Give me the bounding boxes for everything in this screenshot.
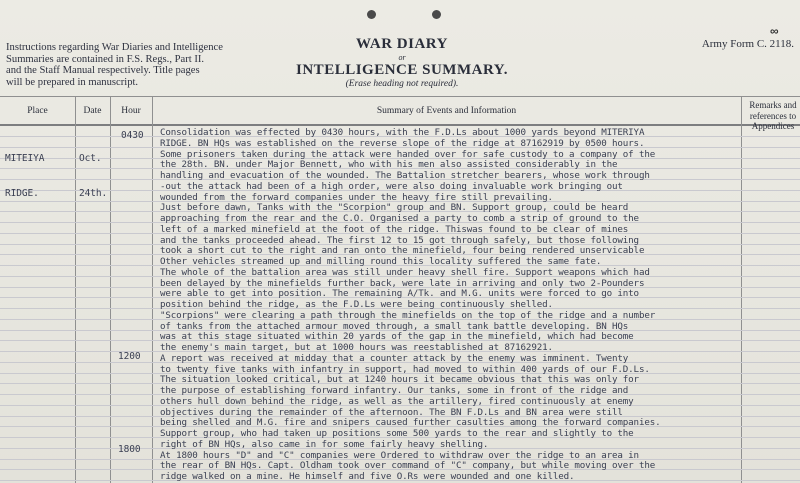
column-divider xyxy=(75,96,76,483)
summary-line: RIDGE. BN HQs was established on the reverse slope of the ridge at 87162919 by 0500 hours. xyxy=(160,137,645,149)
summary-line: of tanks from the attached armour moved through, a small tank battle developing. BN HQs xyxy=(160,320,629,332)
instructions-line: Instructions regarding War Diaries and Intelligence xyxy=(6,42,223,53)
summary-line: Support group, who had taken up positions some 500 yards to the rear and slightly to the xyxy=(160,428,634,439)
instructions-line: and the Staff Manual respectively. Title pages xyxy=(6,65,200,77)
remarks-line: Appendices xyxy=(751,121,795,132)
instructions-line: Summaries are contained in F.S. Regs., Part II. xyxy=(6,53,205,65)
summary-line: The situation looked critical, but at 1240 hours it became obvious that this was only for xyxy=(160,374,639,386)
summary-line: Just before dawn, Tanks with the "Scorpion" group and BN. Support group, could be heard xyxy=(160,202,629,214)
title-war-diary: WAR DIARY xyxy=(356,36,448,52)
instructions-line: will be prepared in manuscript. xyxy=(6,76,139,88)
column-header-hour: Hour xyxy=(121,106,141,116)
summary-line: been delayed by the minefields further back, were late in arriving and only two 2-Pounders xyxy=(160,277,645,289)
summary-line: the enemy's main target, but at 1000 hours was reestablished at 87162921. xyxy=(160,342,553,353)
summary-line: approaching from the rear and the C.O. Organised a party to comb a strip of ground to the xyxy=(160,213,639,224)
summary-line: left of a marked minefield at the foot of the ridge. Thiswas found to be clear of mines xyxy=(160,223,629,235)
summary-line: A report was received at midday that a counter attack by the enemy was imminent. Twenty xyxy=(160,352,629,364)
title-note: (Erase heading not required). xyxy=(345,79,459,89)
place-line: RIDGE. xyxy=(5,187,39,199)
summary-line: were able to get into position. The remaining A/Tk. and M.G. units were forced to go into xyxy=(160,288,639,300)
table-top-rule xyxy=(0,96,800,97)
summary-line: "Scorpions" were clearing a path through the minefields on the top of the ridge and a number xyxy=(160,309,656,321)
instructions-block xyxy=(6,42,276,88)
date-cell xyxy=(79,130,107,222)
summary-line: At 1800 hours "D" and "C" companies were Ordered to withdraw over the ridge to an area in xyxy=(160,449,639,461)
summary-line: and the tanks proceeded ahead. The first 12 to 15 got through safely, but those following xyxy=(160,234,639,246)
column-header-date: Date xyxy=(83,106,102,116)
summary-line: the purpose of establishing forward infantry. Our tanks, some in front of the ridge and xyxy=(160,385,629,396)
place-line: MITEIYA xyxy=(5,153,45,164)
hour-cell: 1800 xyxy=(118,444,141,455)
column-divider xyxy=(741,96,742,483)
army-form-label: Army Form C. 2118. xyxy=(701,38,794,50)
summary-line: to twenty five tanks with infantry in support, had moved to within 400 yards of our F.D.Ls. xyxy=(160,363,650,375)
hour-cell: 1200 xyxy=(118,351,141,362)
summary-line: others hull down behind the ridge, as well as the artillery, fired continuously at enemy xyxy=(160,395,634,407)
summary-line: -out the attack had been of a high order, were also doing invaluable work bringing out xyxy=(160,180,623,192)
date-line: 24th. xyxy=(79,187,108,199)
summary-line: wounded from the forward companies under the heavy fire still prevailing. xyxy=(160,191,553,203)
summary-line: Other vehicles streamed up and milling round this locality suffered the same fate. xyxy=(160,256,602,267)
summary-line: position behind the ridge, as the F.D.Ls were being continuously shelled. xyxy=(160,299,553,310)
summary-line: Consolidation was effected by 0430 hours, with the F.D.Ls about 1000 yards beyond MITERIYA xyxy=(160,127,645,138)
summary-line: objectives during the remainder of the afternoon. The BN F.D.Ls and BN area were still xyxy=(160,406,623,418)
summary-line: was at this stage situated within 20 yards of the gap in the minefield, which had become xyxy=(160,331,634,343)
column-header-remarks xyxy=(744,100,800,132)
punch-hole-right xyxy=(432,10,441,19)
summary-line: handling and evacuation of the wounded. The Battalion stretcher bearers, whose work through xyxy=(160,170,650,181)
column-header-place: Place xyxy=(27,106,48,116)
summary-line: being shelled and M.G. fire and snipers caused further casulties among the forward companies. xyxy=(160,417,661,429)
summary-line: took a short cut to the right and ran onto the minefield, four being rendered unservicable xyxy=(160,245,645,257)
remarks-line: references to xyxy=(749,110,797,121)
header-bottom-rule xyxy=(0,124,800,126)
summary-line: right of BN HQs, also came in for some fairly heavy shelling. xyxy=(160,438,489,450)
column-divider xyxy=(152,96,153,483)
title-intelligence-summary: INTELLIGENCE SUMMARY. xyxy=(296,62,508,78)
corner-mark: ∞ xyxy=(770,24,779,38)
summary-line: ridge walked on a mine. He himself and five O.Rs were wounded and one killed. xyxy=(160,471,575,482)
column-divider xyxy=(110,96,111,483)
hour-cell: 0430 xyxy=(121,130,144,141)
remarks-line: Remarks and xyxy=(749,100,797,110)
punch-hole-left xyxy=(367,10,376,19)
place-cell xyxy=(5,130,44,222)
title-or: or xyxy=(398,53,406,62)
summary-line: the rear of BN HQs. Capt. Oldham took over command of "C" company, but while moving over the xyxy=(160,460,656,472)
summary-line: The whole of the battalion area was still under heavy shell fire. Support weapons which had xyxy=(160,266,650,278)
summary-line: Some prisoners taken during the attack were handed over for safe custody to a company of the xyxy=(160,148,656,160)
summary-line: the 28th. BN. under Major Bennett, who with his men also assisted considerably in the xyxy=(160,159,618,171)
column-header-summary: Summary of Events and Information xyxy=(376,106,517,116)
date-line: Oct. xyxy=(79,153,102,164)
